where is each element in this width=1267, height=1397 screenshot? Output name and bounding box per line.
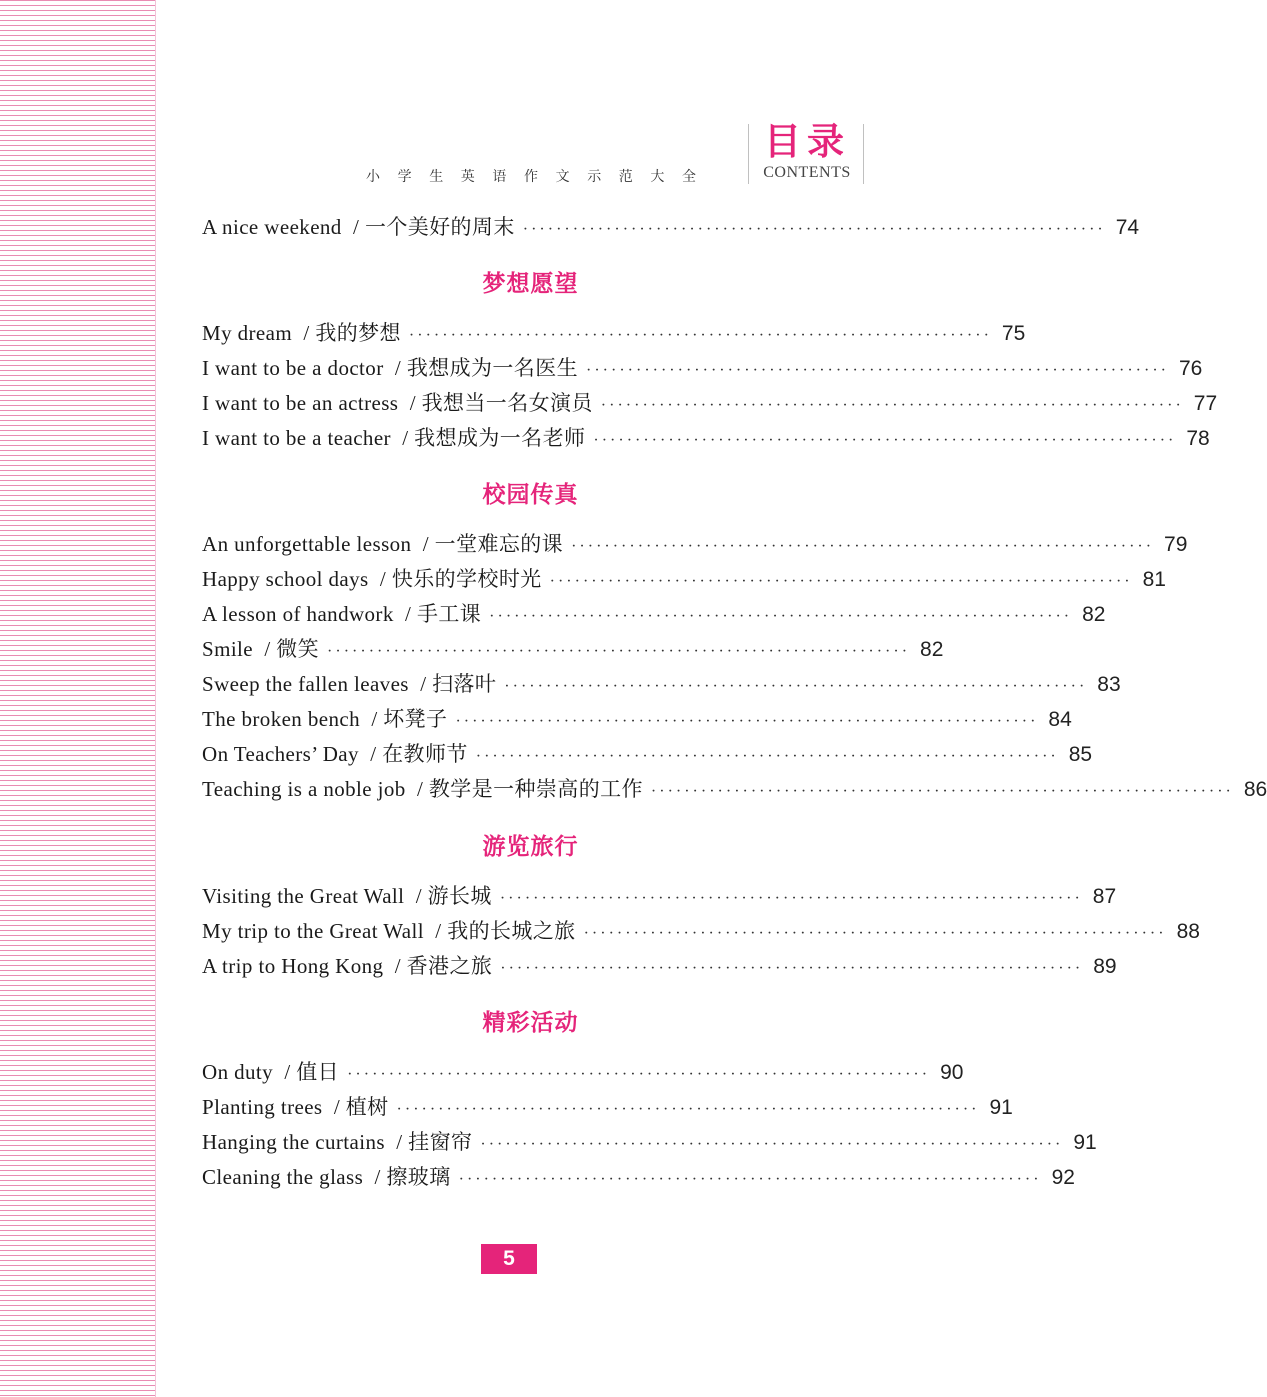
toc-entry[interactable] xyxy=(202,667,1121,702)
toc-entry-title: Cleaning the glass / 擦玻璃 xyxy=(202,1165,451,1189)
toc-entry-title: Happy school days / 快乐的学校时光 xyxy=(202,567,542,591)
toc-page-number: 76 xyxy=(1178,357,1203,380)
toc-page-number: 91 xyxy=(1073,1131,1097,1154)
toc-page-number: 88 xyxy=(1176,920,1200,943)
dot-leader: ······································································ xyxy=(480,1136,1064,1153)
toc-page-number: 91 xyxy=(989,1096,1013,1119)
toc-entry-title: I want to be a teacher / 我想成为一名老师 xyxy=(202,426,586,450)
toc-entry-title: I want to be an actress / 我想当一名女演员 xyxy=(202,391,593,415)
dot-leader: ······································································ xyxy=(586,362,1169,379)
toc-entry[interactable] xyxy=(202,1160,1075,1195)
toc-entry[interactable] xyxy=(202,1090,1013,1125)
book-title: 小学生英语作文示范大全 xyxy=(366,169,714,185)
toc-page-number: 84 xyxy=(1048,708,1072,731)
section-heading-dreams: 梦想愿望 xyxy=(482,271,579,297)
toc-entry[interactable] xyxy=(202,210,1140,245)
dot-leader: ······································································ xyxy=(455,713,1039,730)
dot-leader: ······································································ xyxy=(571,538,1155,555)
toc-entry-title: My trip to the Great Wall / 我的长城之旅 xyxy=(202,919,576,943)
toc-entry-title: The broken bench / 坏凳子 xyxy=(202,707,448,731)
dot-leader: ······································································ xyxy=(347,1066,931,1083)
toc-entry-title: A lesson of handwork / 手工课 xyxy=(202,602,482,626)
toc-entry-title: I want to be a doctor / 我想成为一名医生 xyxy=(202,356,579,380)
toc-entry-title: Hanging the curtains / 挂窗帘 xyxy=(202,1130,473,1154)
toc-entry-title: An unforgettable lesson / 一堂难忘的课 xyxy=(202,532,564,556)
toc-page-number: 92 xyxy=(1051,1166,1075,1189)
dot-leader: ······································································ xyxy=(458,1171,1042,1188)
dot-leader: ······································································ xyxy=(408,327,992,344)
contents-title: 目录 xyxy=(764,120,850,163)
toc-entry-title: Visiting the Great Wall / 游长城 xyxy=(202,884,492,908)
section-heading-campus: 校园传真 xyxy=(482,482,579,508)
toc-entry-title: On Teachers’ Day / 在教师节 xyxy=(202,742,468,766)
dot-leader: ······································································ xyxy=(650,783,1234,800)
toc-entry[interactable] xyxy=(202,632,944,667)
section-heading-travel: 游览旅行 xyxy=(482,834,579,860)
dot-leader: ······································································ xyxy=(499,890,1083,907)
page-number-badge: 5 xyxy=(481,1244,537,1274)
dot-leader: ······································································ xyxy=(522,221,1106,238)
toc-entry[interactable] xyxy=(202,316,1026,351)
toc-page-number: 81 xyxy=(1142,568,1166,591)
toc-entry-title: On duty / 值日 xyxy=(202,1060,340,1084)
toc-page-number: 82 xyxy=(920,638,944,661)
toc-page-number: 79 xyxy=(1164,533,1188,556)
toc-entry[interactable] xyxy=(202,421,1210,456)
toc-entry-title: Smile / 微笑 xyxy=(202,637,320,661)
toc-entry-title: Planting trees / 植树 xyxy=(202,1095,389,1119)
toc-page-number: 90 xyxy=(940,1061,964,1084)
contents-subtitle: CONTENTS xyxy=(763,164,851,181)
toc-page-number: 77 xyxy=(1193,392,1218,415)
toc-page-number: 86 xyxy=(1243,778,1267,801)
header-divider-right xyxy=(863,124,864,184)
toc-entry[interactable] xyxy=(202,597,1106,632)
header-divider-left xyxy=(748,124,749,184)
toc-entry[interactable] xyxy=(202,527,1188,562)
decorative-stripe-band xyxy=(0,0,155,1397)
dot-leader: ······································································ xyxy=(549,573,1133,590)
toc-page-number: 78 xyxy=(1186,427,1210,450)
dot-leader: ······································································ xyxy=(593,432,1177,449)
toc-entry-title: My dream / 我的梦想 xyxy=(202,321,401,345)
toc-entry[interactable] xyxy=(202,386,1218,421)
toc-entry[interactable] xyxy=(202,772,1267,807)
toc-entry[interactable] xyxy=(202,737,1093,772)
toc-entry-title: A trip to Hong Kong / 香港之旅 xyxy=(202,954,493,978)
section-heading-activities: 精彩活动 xyxy=(482,1010,579,1036)
dot-leader: ······································································ xyxy=(475,748,1059,765)
dot-leader: ······································································ xyxy=(504,678,1088,695)
toc-entry[interactable] xyxy=(202,914,1200,949)
toc-page-number: 82 xyxy=(1082,603,1106,626)
toc-page-number: 83 xyxy=(1097,673,1121,696)
toc-page-number: 87 xyxy=(1092,885,1117,908)
toc-entry[interactable] xyxy=(202,1055,964,1090)
toc-page-number: 74 xyxy=(1115,216,1140,239)
toc-page-number: 75 xyxy=(1001,322,1026,345)
toc-page-number: 89 xyxy=(1093,955,1117,978)
toc-entry[interactable] xyxy=(202,879,1117,914)
toc-entry[interactable] xyxy=(202,351,1203,386)
toc-entry-title: A nice weekend / 一个美好的周末 xyxy=(202,215,515,239)
dot-leader: ······································································ xyxy=(583,925,1167,942)
toc-entry-title: Teaching is a noble job / 教学是一种崇高的工作 xyxy=(202,777,643,801)
toc-entry[interactable] xyxy=(202,949,1117,984)
toc-entry[interactable] xyxy=(202,562,1166,597)
dot-leader: ······································································ xyxy=(489,608,1073,625)
dot-leader: ······································································ xyxy=(500,960,1084,977)
dot-leader: ······································································ xyxy=(600,397,1184,414)
dot-leader: ······································································ xyxy=(327,643,911,660)
toc-page-number: 85 xyxy=(1068,743,1093,766)
toc-entry-title: Sweep the fallen leaves / 扫落叶 xyxy=(202,672,497,696)
toc-entry[interactable] xyxy=(202,1125,1097,1160)
dot-leader: ······································································ xyxy=(396,1101,980,1118)
stripe-edge-line xyxy=(155,0,156,1397)
toc-entry[interactable] xyxy=(202,702,1072,737)
